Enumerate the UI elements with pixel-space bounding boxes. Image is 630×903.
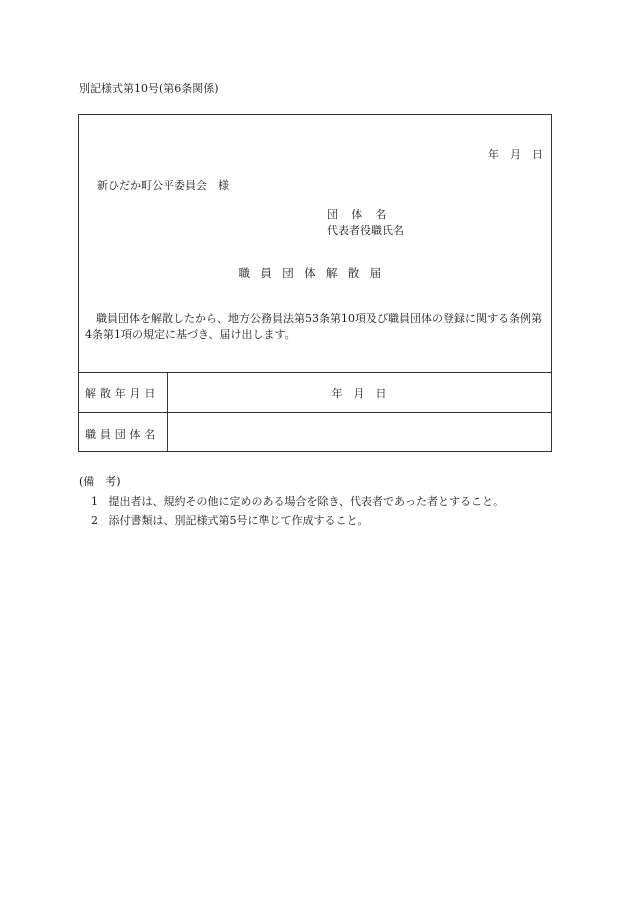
remark-number: 1 bbox=[91, 495, 98, 508]
remark-item bbox=[91, 512, 369, 528]
form-number-title: 別記様式第10号(第6条関係) bbox=[79, 82, 219, 95]
staff-group-name-label: 職員団体名 bbox=[85, 428, 160, 441]
table-divider-top bbox=[79, 372, 551, 373]
remark-text: 添付書類は、別記様式第5号に準じて作成すること。 bbox=[108, 514, 369, 527]
dissolution-date-label: 解散年月日 bbox=[85, 387, 160, 400]
dissolution-date-value: 年 月 日 bbox=[331, 387, 387, 400]
table-divider-middle bbox=[79, 412, 551, 413]
remarks-heading: (備 考) bbox=[79, 475, 121, 488]
table-column-divider bbox=[167, 372, 168, 452]
remark-item bbox=[91, 493, 504, 509]
representative-label: 代表者役職氏名 bbox=[327, 224, 404, 237]
submission-date: 年 月 日 bbox=[488, 148, 543, 161]
body-text: 職員団体を解散したから、地方公務員法第53条第10項及び職員団体の登録に関する条例第4条第1項の規定に基づき、届け出します。 bbox=[85, 312, 542, 341]
remark-number: 2 bbox=[91, 514, 98, 527]
org-name-label: 団体名 bbox=[327, 208, 400, 221]
remark-text: 提出者は、規約その他に定めのある場合を除き、代表者であった者とすること。 bbox=[108, 495, 504, 508]
document-title: 職員団体解散届 bbox=[238, 266, 392, 280]
form-box bbox=[78, 114, 552, 452]
addressee: 新ひだか町公平委員会 様 bbox=[97, 179, 229, 192]
